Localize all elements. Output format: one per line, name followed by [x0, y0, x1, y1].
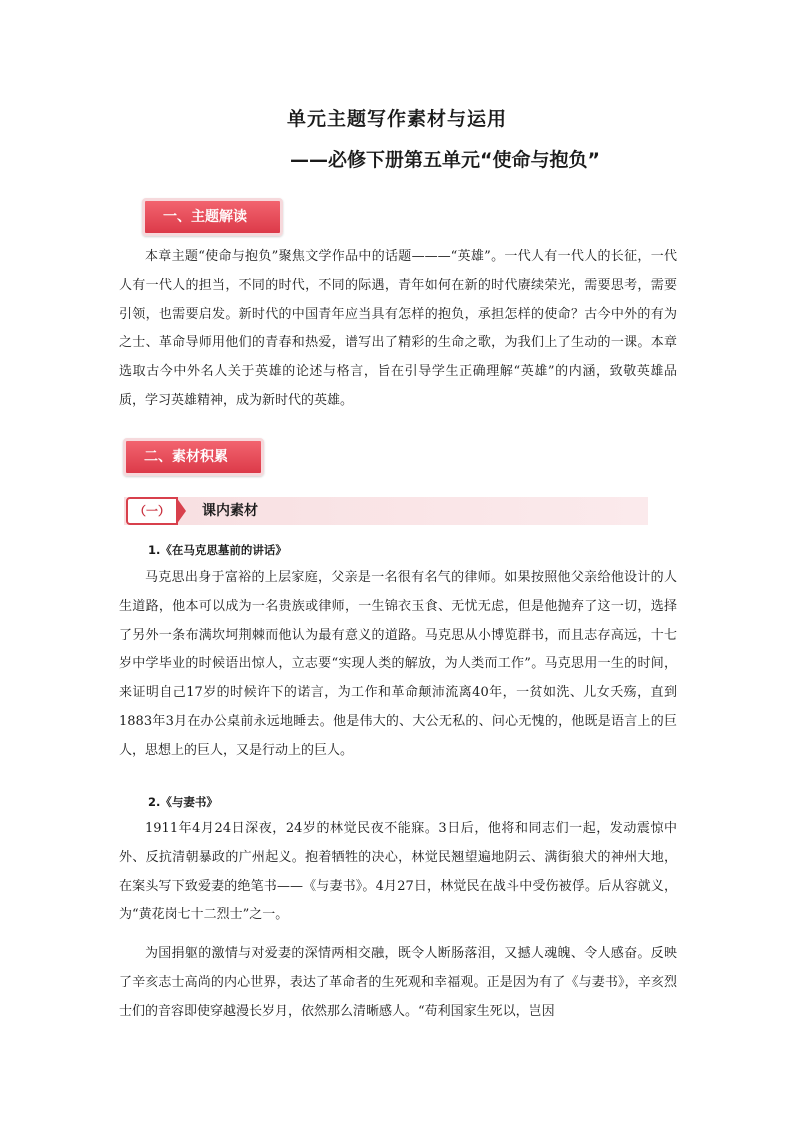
- page-subtitle: ——必修下册第五单元“使命与抱负”: [290, 149, 600, 171]
- theme-paragraph: 本章主题“使命与抱负”聚焦文学作品中的话题———“英雄”。一代人有一代人的长征，一代人有一代人的担当，不同的时代，不同的际遇，青年如何在新的时代赓续荣光，需要思考，需要引领，也需要启发。新时代的中国青年应当具有怎样的抱负，承担怎样的使命？古今中外的有为之士、革命导师用他们的青春和热爱，谱写出了精彩的生命之歌，为我们上了生动的一课。本章选取古今中外名人关于英雄的论述与格言，旨在引导学生正确理解“英雄”的内涵，致敬英雄品质，学习英雄精神，成为新时代的英雄。: [119, 249, 677, 408]
- item-heading: 2.《与妻书》: [148, 795, 218, 809]
- section-badge-materials: 二、素材积累: [123, 438, 264, 476]
- item-paragraph: 马克思出身于富裕的上层家庭，父亲是一名很有名气的律师。如果按照他父亲给他设计的人生道路，他本可以成为一名贵族或律师，一生锦衣玉食、无忧无虑，但是他抛弃了这一切，选择了另外一条布满坎坷荆棘而他认为最有意义的道路。马克思从小博览群书，而且志存高远，十七岁中学毕业的时候语出惊人，立志要“实现人类的解放，为人类而工作”。马克思用一生的时间，来证明自己17岁的时候许下的诺言，为工作和革命颠沛流离40年，一贫如洗、儿女夭殇，直到1883年3月在办公桌前永远地睡去。他是伟大的、大公无私的、问心无愧的，他既是语言上的巨人，思想上的巨人，又是行动上的巨人。: [119, 570, 677, 758]
- subsection-tab: （一）: [126, 497, 178, 525]
- item-paragraph: 为国捐躯的激情与对爱妻的深情两相交融，既令人断肠落泪，又撼人魂魄、令人感奋。反映了辛亥志士高尚的内心世界，表达了革命者的生死观和幸福观。正是因为有了《与妻书》，辛亥烈士们的音容即使穿越漫长岁月，依然那么清晰感人。“苟利国家生死以，岂因: [119, 946, 677, 1019]
- subsection-arrow-shape: [176, 497, 186, 525]
- item-paragraph: 1911年4月24日深夜，24岁的林觉民夜不能寐。3日后，他将和同志们一起，发动震惊中外、反抗清朝暴政的广州起义。抱着牺牲的决心，林觉民翘望遍地阴云、满街狼犬的神州大地，在案头写下致爱妻的绝笔书——《与妻书》。4月27日，林觉民在战斗中受伤被俘。后从容就义，为“黄花岗七十二烈士”之一。: [119, 821, 677, 923]
- page-title: 单元主题写作素材与运用: [286, 108, 507, 130]
- item-heading: 1.《在马克思墓前的讲话》: [148, 543, 287, 557]
- section-badge-theme: 一、主题解读: [142, 198, 283, 236]
- subsection-label: 课内素材: [202, 503, 258, 519]
- subsection-bar: [124, 497, 648, 525]
